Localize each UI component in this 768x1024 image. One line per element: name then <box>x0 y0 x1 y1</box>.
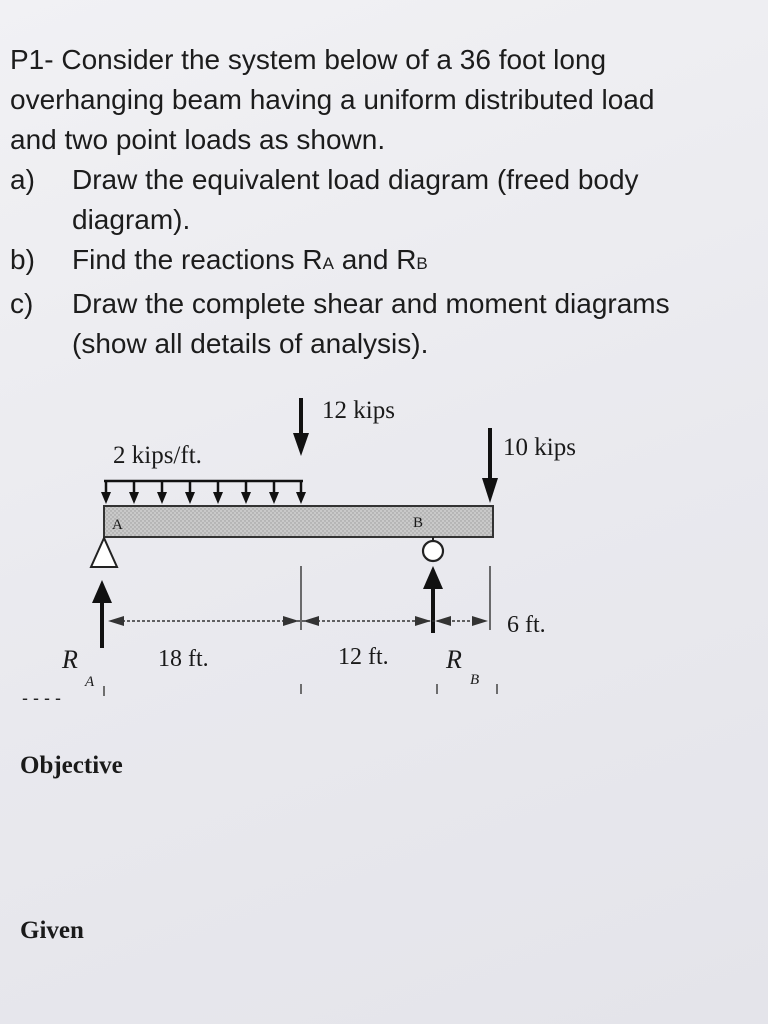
reaction-a-label-sub: A <box>85 674 95 690</box>
point-load-12-kips <box>293 398 309 456</box>
problem-line-2: overhanging beam having a uniform distributed load <box>10 84 655 115</box>
dimension-18-ft: 18 ft. <box>158 646 209 672</box>
part-a-label: a) <box>10 164 35 195</box>
part-c-label: c) <box>10 288 34 319</box>
tick-marks <box>104 684 497 696</box>
point-load-2-label: 10 kips <box>503 434 576 461</box>
part-b-label: b) <box>10 244 35 275</box>
part-b-text-mid: and R <box>333 244 417 275</box>
distributed-load-label: 2 kips/ft. <box>113 442 202 469</box>
beam <box>104 506 493 537</box>
part-c-text: Draw the complete shear and moment diagrams <box>72 288 670 319</box>
dashed-mark: - - - - <box>22 688 61 708</box>
dimension-6-ft: 6 ft. <box>507 612 546 638</box>
objective-heading: Objective <box>20 752 123 779</box>
reaction-b-subscript: B <box>416 254 428 273</box>
problem-line-1: P1- Consider the system below of a 36 foot long <box>10 44 607 75</box>
reaction-arrow-a <box>92 580 112 648</box>
part-b-text-pre: Find the reactions R <box>72 244 323 275</box>
problem-line-3: and two point loads as shown. <box>10 124 386 155</box>
support-b-label: B <box>413 515 424 531</box>
reaction-b-label: R <box>446 645 462 674</box>
reaction-a-label: R <box>62 645 78 674</box>
distributed-load-arrows <box>101 481 306 504</box>
given-heading: Given <box>20 917 84 944</box>
point-load-1-label: 12 kips <box>322 397 395 424</box>
roller-support-b <box>423 537 443 561</box>
reaction-arrow-b <box>423 566 443 633</box>
part-a-text: Draw the equivalent load diagram (freed body <box>72 164 639 195</box>
reaction-a-subscript: A <box>322 254 334 273</box>
part-a-text-cont: diagram). <box>72 204 191 235</box>
dimension-12-ft: 12 ft. <box>338 644 389 670</box>
support-a-label: A <box>112 517 123 533</box>
part-c-text-cont: (show all details of analysis). <box>72 328 429 359</box>
reaction-b-label-sub: B <box>470 672 480 688</box>
point-load-10-kips <box>482 428 498 503</box>
pin-support-a <box>91 538 117 567</box>
